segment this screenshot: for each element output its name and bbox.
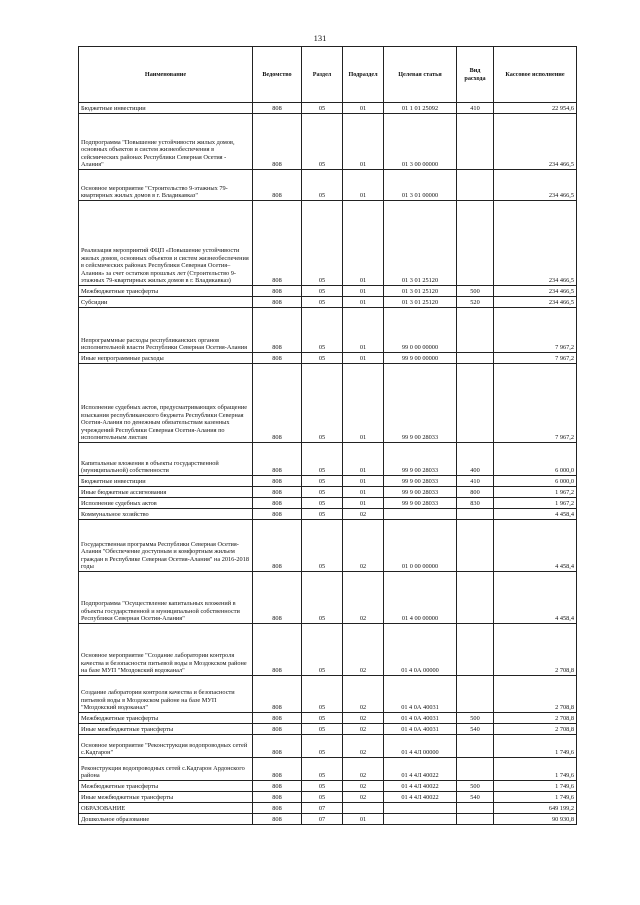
cell-section: 05 bbox=[302, 498, 343, 509]
cell-subsection: 01 bbox=[343, 353, 384, 364]
cell-subsection: 01 bbox=[343, 814, 384, 825]
header-subsection: Подраздел bbox=[343, 47, 384, 103]
table-row bbox=[79, 735, 577, 758]
cell-name: Капитальные вложения в объекты государственной (муниципальной) собственности bbox=[79, 443, 253, 476]
cell-dept: 808 bbox=[253, 792, 302, 803]
cell-subsection: 02 bbox=[343, 735, 384, 758]
header-sum: Кассовое исполнение bbox=[494, 47, 577, 103]
cell-kind: 500 bbox=[457, 781, 494, 792]
cell-name: Иные непрограммные расходы bbox=[79, 353, 253, 364]
cell-subsection: 01 bbox=[343, 286, 384, 297]
cell-name: Основное мероприятие "Строительство 9-этажных 79-квартирных жилых домов в г. Владикавказ" bbox=[79, 170, 253, 201]
cell-kind: 830 bbox=[457, 498, 494, 509]
cell-subsection: 02 bbox=[343, 676, 384, 713]
cell-article: 01 4 0А 00000 bbox=[384, 624, 457, 676]
table-row bbox=[79, 170, 577, 201]
cell-article: 01 3 01 25120 bbox=[384, 297, 457, 308]
cell-subsection: 01 bbox=[343, 297, 384, 308]
cell-name: Межбюджетные трансферты bbox=[79, 713, 253, 724]
cell-sum: 90 930,8 bbox=[494, 814, 577, 825]
table-row bbox=[79, 297, 577, 308]
cell-name: Коммунальное хозяйство bbox=[79, 509, 253, 520]
cell-name: Подпрограмма "Повышение устойчивости жилых домов, основных объектов и систем жизнеобеспечения в сейсмических районах Республики Северная Осетия - Алания" bbox=[79, 114, 253, 170]
cell-subsection: 01 bbox=[343, 487, 384, 498]
table-row bbox=[79, 364, 577, 443]
cell-subsection: 01 bbox=[343, 308, 384, 353]
cell-sum: 1 967,2 bbox=[494, 487, 577, 498]
cell-section: 05 bbox=[302, 201, 343, 286]
cell-dept: 808 bbox=[253, 103, 302, 114]
cell-sum: 1 749,6 bbox=[494, 758, 577, 781]
table-header-row bbox=[79, 47, 577, 103]
header-dept: Ведомство bbox=[253, 47, 302, 103]
cell-name: Создание лаборатории контроля качества и безопасности питьевой воды в Моздокском районе на базе МУП "Моздокский водоканал" bbox=[79, 676, 253, 713]
cell-section: 05 bbox=[302, 713, 343, 724]
cell-sum: 7 967,2 bbox=[494, 364, 577, 443]
table-row bbox=[79, 724, 577, 735]
table-row bbox=[79, 676, 577, 713]
cell-kind: 540 bbox=[457, 792, 494, 803]
cell-article: 01 3 01 00000 bbox=[384, 170, 457, 201]
cell-subsection: 01 bbox=[343, 443, 384, 476]
cell-dept: 808 bbox=[253, 572, 302, 624]
cell-dept: 808 bbox=[253, 297, 302, 308]
cell-subsection: 01 bbox=[343, 103, 384, 114]
cell-subsection: 02 bbox=[343, 781, 384, 792]
cell-sum: 1 749,6 bbox=[494, 792, 577, 803]
cell-dept: 808 bbox=[253, 676, 302, 713]
cell-subsection bbox=[343, 803, 384, 814]
cell-section: 05 bbox=[302, 353, 343, 364]
cell-subsection: 02 bbox=[343, 624, 384, 676]
cell-sum: 2 708,8 bbox=[494, 676, 577, 713]
cell-article: 99 9 00 28033 bbox=[384, 364, 457, 443]
cell-sum: 2 708,8 bbox=[494, 624, 577, 676]
cell-kind: 500 bbox=[457, 713, 494, 724]
cell-subsection: 02 bbox=[343, 520, 384, 572]
cell-kind bbox=[457, 624, 494, 676]
cell-sum: 22 954,6 bbox=[494, 103, 577, 114]
cell-name: Исполнение судебных актов, предусматривающих обращение взыскания республиканского бюджета Республики Северная Осетия-Алания по денежным обязательствам казенных учреждений Республики Северная Осетия-Алания по исполнительным листам bbox=[79, 364, 253, 443]
cell-name: Бюджетные инвестиции bbox=[79, 476, 253, 487]
header-kind: Вид расхода bbox=[457, 47, 494, 103]
cell-article: 01 3 00 00000 bbox=[384, 114, 457, 170]
cell-article: 99 9 00 28033 bbox=[384, 498, 457, 509]
cell-article: 01 4 4Л 40022 bbox=[384, 781, 457, 792]
table-row bbox=[79, 487, 577, 498]
cell-sum: 1 967,2 bbox=[494, 498, 577, 509]
cell-kind bbox=[457, 353, 494, 364]
cell-dept: 808 bbox=[253, 353, 302, 364]
cell-sum: 6 000,0 bbox=[494, 443, 577, 476]
cell-sum: 4 458,4 bbox=[494, 509, 577, 520]
cell-article: 01 3 01 25120 bbox=[384, 286, 457, 297]
table-row bbox=[79, 814, 577, 825]
cell-name: Иные бюджетные ассигнования bbox=[79, 487, 253, 498]
cell-section: 05 bbox=[302, 509, 343, 520]
cell-kind bbox=[457, 814, 494, 825]
cell-name: Подпрограмма "Осуществление капитальных вложений в объекты государственной и муниципальной собственности Республики Северная Осетия-Алания" bbox=[79, 572, 253, 624]
cell-sum: 6 000,0 bbox=[494, 476, 577, 487]
table-row bbox=[79, 286, 577, 297]
cell-dept: 808 bbox=[253, 201, 302, 286]
cell-subsection: 02 bbox=[343, 758, 384, 781]
cell-article: 99 9 00 28033 bbox=[384, 443, 457, 476]
header-section: Раздел bbox=[302, 47, 343, 103]
cell-name: Реконструкция водопроводных сетей с.Кадгарон Ардонского района bbox=[79, 758, 253, 781]
cell-name: Исполнение судебных актов bbox=[79, 498, 253, 509]
cell-name: Иные межбюджетные трансферты bbox=[79, 724, 253, 735]
table-row bbox=[79, 103, 577, 114]
table-row bbox=[79, 353, 577, 364]
cell-dept: 808 bbox=[253, 364, 302, 443]
cell-section: 05 bbox=[302, 286, 343, 297]
cell-section: 05 bbox=[302, 476, 343, 487]
cell-kind: 400 bbox=[457, 443, 494, 476]
table-row bbox=[79, 476, 577, 487]
cell-name: Иные межбюджетные трансферты bbox=[79, 792, 253, 803]
cell-name: Непрограммные расходы республиканских органов исполнительной власти Республики Северная Осетия-Алания bbox=[79, 308, 253, 353]
cell-kind bbox=[457, 114, 494, 170]
cell-kind bbox=[457, 572, 494, 624]
header-article: Целевая статья bbox=[384, 47, 457, 103]
cell-subsection: 02 bbox=[343, 792, 384, 803]
header-name: Наименование bbox=[79, 47, 253, 103]
cell-subsection: 02 bbox=[343, 713, 384, 724]
cell-subsection: 02 bbox=[343, 724, 384, 735]
cell-section: 05 bbox=[302, 792, 343, 803]
cell-kind bbox=[457, 803, 494, 814]
cell-section: 05 bbox=[302, 103, 343, 114]
cell-section: 05 bbox=[302, 443, 343, 476]
table-row bbox=[79, 443, 577, 476]
cell-sum: 2 708,8 bbox=[494, 713, 577, 724]
cell-dept: 808 bbox=[253, 803, 302, 814]
cell-article: 01 4 4Л 40022 bbox=[384, 758, 457, 781]
cell-article bbox=[384, 814, 457, 825]
cell-kind bbox=[457, 520, 494, 572]
cell-article bbox=[384, 509, 457, 520]
cell-dept: 808 bbox=[253, 624, 302, 676]
cell-kind bbox=[457, 509, 494, 520]
table-row bbox=[79, 509, 577, 520]
cell-dept: 808 bbox=[253, 781, 302, 792]
cell-sum: 234 466,5 bbox=[494, 114, 577, 170]
cell-dept: 808 bbox=[253, 735, 302, 758]
cell-article bbox=[384, 803, 457, 814]
cell-sum: 649 199,2 bbox=[494, 803, 577, 814]
cell-kind bbox=[457, 364, 494, 443]
cell-section: 05 bbox=[302, 781, 343, 792]
cell-sum: 2 708,8 bbox=[494, 724, 577, 735]
cell-dept: 808 bbox=[253, 286, 302, 297]
cell-kind bbox=[457, 758, 494, 781]
cell-kind bbox=[457, 676, 494, 713]
cell-section: 05 bbox=[302, 735, 343, 758]
table-row bbox=[79, 201, 577, 286]
cell-section: 05 bbox=[302, 487, 343, 498]
cell-section: 05 bbox=[302, 114, 343, 170]
cell-section: 05 bbox=[302, 676, 343, 713]
cell-section: 05 bbox=[302, 297, 343, 308]
cell-article: 99 0 00 00000 bbox=[384, 308, 457, 353]
cell-kind bbox=[457, 170, 494, 201]
table-row bbox=[79, 572, 577, 624]
cell-dept: 808 bbox=[253, 758, 302, 781]
cell-name: Основное мероприятие "Создание лаборатории контроля качества и безопасности питьевой воды в Моздокском районе на базе МУП "Моздокский водоканал" bbox=[79, 624, 253, 676]
cell-kind bbox=[457, 201, 494, 286]
cell-subsection: 01 bbox=[343, 364, 384, 443]
cell-sum: 4 458,4 bbox=[494, 572, 577, 624]
cell-article: 01 3 01 25120 bbox=[384, 201, 457, 286]
cell-article: 01 4 0А 40031 bbox=[384, 676, 457, 713]
cell-section: 05 bbox=[302, 724, 343, 735]
cell-section: 05 bbox=[302, 520, 343, 572]
cell-article: 01 4 4Л 40022 bbox=[384, 792, 457, 803]
cell-kind bbox=[457, 308, 494, 353]
cell-sum: 234 466,5 bbox=[494, 286, 577, 297]
cell-dept: 808 bbox=[253, 487, 302, 498]
cell-article: 01 0 00 00000 bbox=[384, 520, 457, 572]
cell-sum: 7 967,2 bbox=[494, 308, 577, 353]
cell-sum: 7 967,2 bbox=[494, 353, 577, 364]
cell-section: 07 bbox=[302, 803, 343, 814]
cell-article: 01 4 0А 40031 bbox=[384, 713, 457, 724]
cell-article: 99 9 00 28033 bbox=[384, 476, 457, 487]
cell-article: 01 4 0А 40031 bbox=[384, 724, 457, 735]
cell-dept: 808 bbox=[253, 724, 302, 735]
table-row bbox=[79, 498, 577, 509]
cell-subsection: 02 bbox=[343, 572, 384, 624]
cell-name: Бюджетные инвестиции bbox=[79, 103, 253, 114]
cell-sum: 234 466,5 bbox=[494, 201, 577, 286]
cell-article: 99 9 00 28033 bbox=[384, 487, 457, 498]
table-row bbox=[79, 758, 577, 781]
cell-name: ОБРАЗОВАНИЕ bbox=[79, 803, 253, 814]
cell-name: Дошкольное образование bbox=[79, 814, 253, 825]
cell-dept: 808 bbox=[253, 476, 302, 487]
cell-article: 01 4 00 00000 bbox=[384, 572, 457, 624]
table-row bbox=[79, 803, 577, 814]
cell-section: 05 bbox=[302, 624, 343, 676]
cell-kind: 410 bbox=[457, 476, 494, 487]
cell-section: 05 bbox=[302, 170, 343, 201]
table-row bbox=[79, 713, 577, 724]
table-row bbox=[79, 308, 577, 353]
cell-dept: 808 bbox=[253, 308, 302, 353]
cell-section: 05 bbox=[302, 758, 343, 781]
cell-kind: 500 bbox=[457, 286, 494, 297]
cell-subsection: 01 bbox=[343, 476, 384, 487]
cell-name: Субсидии bbox=[79, 297, 253, 308]
cell-kind bbox=[457, 735, 494, 758]
cell-dept: 808 bbox=[253, 114, 302, 170]
cell-dept: 808 bbox=[253, 814, 302, 825]
cell-article: 01 1 01 25092 bbox=[384, 103, 457, 114]
cell-dept: 808 bbox=[253, 713, 302, 724]
cell-dept: 808 bbox=[253, 170, 302, 201]
cell-dept: 808 bbox=[253, 498, 302, 509]
cell-subsection: 02 bbox=[343, 509, 384, 520]
cell-article: 01 4 4Л 00000 bbox=[384, 735, 457, 758]
table-row bbox=[79, 114, 577, 170]
cell-kind: 520 bbox=[457, 297, 494, 308]
cell-article: 99 9 00 00000 bbox=[384, 353, 457, 364]
cell-dept: 808 bbox=[253, 443, 302, 476]
cell-section: 05 bbox=[302, 308, 343, 353]
cell-name: Основное мероприятие "Реконструкция водопроводных сетей с.Кадгарон" bbox=[79, 735, 253, 758]
cell-kind: 540 bbox=[457, 724, 494, 735]
cell-sum: 234 466,5 bbox=[494, 297, 577, 308]
cell-kind: 800 bbox=[457, 487, 494, 498]
budget-execution-table bbox=[78, 46, 577, 825]
cell-subsection: 01 bbox=[343, 170, 384, 201]
cell-section: 05 bbox=[302, 364, 343, 443]
cell-dept: 808 bbox=[253, 520, 302, 572]
cell-sum: 234 466,5 bbox=[494, 170, 577, 201]
cell-kind: 410 bbox=[457, 103, 494, 114]
cell-section: 07 bbox=[302, 814, 343, 825]
cell-sum: 1 749,6 bbox=[494, 781, 577, 792]
cell-subsection: 01 bbox=[343, 498, 384, 509]
cell-name: Межбюджетные трансферты bbox=[79, 781, 253, 792]
cell-sum: 4 458,4 bbox=[494, 520, 577, 572]
cell-name: Реализация мероприятий ФЦП «Повышение устойчивости жилых домов, основных объектов и систем жизнеобеспечения в сейсмических районах Республики Северная Осетия–Алания» за счет остатков прошлых лет (Строительство 9-этажных 79-квартирных жилых домов в г. Владикавказ) bbox=[79, 201, 253, 286]
table-row bbox=[79, 624, 577, 676]
cell-dept: 808 bbox=[253, 509, 302, 520]
cell-section: 05 bbox=[302, 572, 343, 624]
table-row bbox=[79, 781, 577, 792]
cell-subsection: 01 bbox=[343, 201, 384, 286]
cell-sum: 1 749,6 bbox=[494, 735, 577, 758]
table-row bbox=[79, 792, 577, 803]
cell-name: Государственная программа Республики Северная Осетия-Алания "Обеспечение доступным и комфортным жильем граждан в Республике Северная Осетия-Алания" на 2016-2018 годы bbox=[79, 520, 253, 572]
table-row bbox=[79, 520, 577, 572]
page-number: 131 bbox=[313, 33, 327, 43]
cell-name: Межбюджетные трансферты bbox=[79, 286, 253, 297]
cell-subsection: 01 bbox=[343, 114, 384, 170]
